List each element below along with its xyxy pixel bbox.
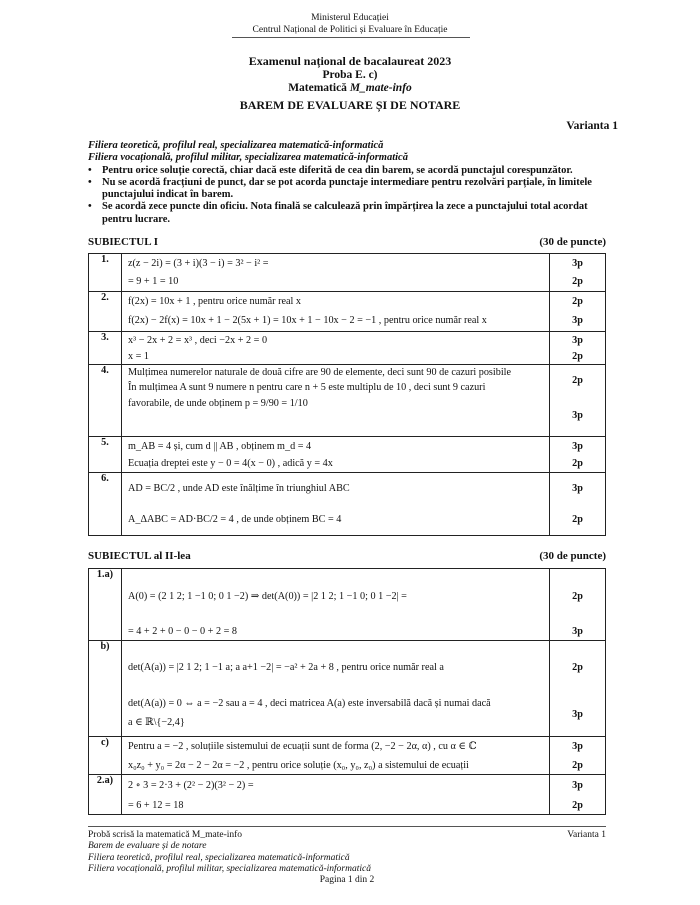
- item-number: 3.: [89, 332, 122, 365]
- answer-line: f(2x) = 10x + 1 , pentru orice număr real x: [128, 296, 302, 307]
- intro-bullet: • Pentru orice soluție corectă, chiar dacă este diferită de cea din barem, se acordă punctajul corespunzător.: [88, 164, 573, 176]
- item-number: b): [89, 641, 122, 737]
- item-number: 2.a): [89, 775, 122, 815]
- item-number: 1.a): [89, 569, 122, 641]
- subiect-1-heading: SUBIECTUL I (30 de puncte): [88, 236, 606, 248]
- points-value: 3p: [572, 315, 583, 326]
- points-value: 3p: [572, 335, 583, 346]
- subject-title: Matematică M_mate-info: [288, 82, 412, 94]
- answer-line: x³ − 2x + 2 = x³ , deci −2x + 2 = 0: [128, 335, 268, 346]
- ministry-name: Ministerul Educației: [311, 13, 389, 23]
- footer: [88, 830, 606, 886]
- footer-filiera-vocationala: Filiera vocațională, profilul militar, specializarea matematică-informatică: [88, 863, 371, 874]
- table-row: [89, 737, 606, 775]
- answer-line: x = 1: [128, 351, 150, 362]
- answer-line: = 4 + 2 + 0 − 0 − 0 + 2 = 8: [128, 626, 237, 637]
- intro-block: [88, 140, 618, 226]
- points-value: 2p: [572, 458, 583, 469]
- answer-line: a ∈ ℝ\{−2,4}: [128, 717, 185, 728]
- points-value: 2p: [572, 351, 583, 362]
- points-value: 3p: [572, 626, 583, 637]
- footer-varianta: Varianta 1: [567, 830, 606, 840]
- table-row: [89, 569, 606, 641]
- points-value: 3p: [572, 440, 583, 452]
- item-number: c): [89, 737, 122, 775]
- table-row: [89, 254, 606, 292]
- points-value: 3p: [572, 780, 583, 791]
- intro-bullet: • Nu se acordă fracțiuni de punct, dar se pot acorda punctaje intermediare pentru rezolvări parțiale, în limitele punctajului indicat în barem.: [88, 176, 592, 201]
- answer-line: m_AB = 4 și, cum d || AB , obținem m_d = 4: [128, 440, 312, 452]
- exam-title: Examenul național de bacalaureat 2023: [248, 54, 452, 68]
- points-value: 2p: [572, 799, 583, 811]
- table-row: [89, 473, 606, 536]
- answer-line: A_ΔABC = AD·BC/2 = 4 , de unde obținem BC = 4: [128, 514, 342, 525]
- answer-line: AD = BC/2 , unde AD este înălțime în triunghiul ABC: [128, 483, 350, 494]
- points-value: 2p: [572, 276, 583, 287]
- filiera-teoretica: Filiera teoretică, profilul real, specializarea matematică-informatică: [88, 140, 384, 151]
- item-number: 5.: [89, 437, 122, 473]
- subiect-2-table: [88, 568, 606, 815]
- subiect-2-heading: SUBIECTUL al II-lea (30 de puncte): [88, 550, 606, 562]
- answer-line: f(2x) − 2f(x) = 10x + 1 − 2(5x + 1) = 10x + 1 − 10x − 2 = −1 , pentru orice număr real x: [128, 315, 487, 326]
- points-value: 2p: [572, 296, 583, 307]
- answer-line: Mulțimea numerelor naturale de două cifre are 90 de elemente, deci sunt 90 de cazuri posibile: [128, 367, 512, 378]
- answer-line: 2 ∘ 3 = 2·3 + (2² − 2)(3² − 2) =: [128, 780, 254, 791]
- subiect-1-table: [88, 253, 606, 536]
- answer-line: det(A(a)) = 0 ⇔ a = −2 sau a = 4 , deci matricea A(a) este inversabilă dacă și numai dacă: [128, 698, 491, 709]
- footer-filiera-teoretica: Filiera teoretică, profilul real, specializarea matematică-informatică: [88, 852, 350, 863]
- filiera-vocationala: Filiera vocațională, profilul militar, specializarea matematică-informatică: [88, 152, 408, 164]
- center-name: Centrul Național de Politici și Evaluare în Educație: [252, 25, 448, 35]
- table-row: [89, 365, 606, 437]
- answer-line: = 9 + 1 = 10: [128, 276, 179, 287]
- answer-line: Ecuația dreptei este y − 0 = 4(x − 0) , adică y = 4x: [128, 458, 333, 469]
- points-value: 2p: [572, 374, 583, 386]
- table-row: [89, 332, 606, 365]
- intro-bullet: • Se acordă zece puncte din oficiu. Nota finală se calculează prin împărțirea la zece a punctajului total acordat pentru lucrare.: [88, 201, 588, 225]
- table-row: [89, 641, 606, 737]
- table-row: [89, 292, 606, 332]
- item-number: 6.: [89, 473, 122, 536]
- page-number: Pagina 1 din 2: [319, 875, 375, 886]
- answer-line: A(0) = (2 1 2; 1 −1 0; 0 1 −2) ⇒ det(A(0)) = |2 1 2; 1 −1 0; 0 1 −2| =: [128, 590, 407, 602]
- footer-barem: Barem de evaluare și de notare: [88, 841, 207, 852]
- answer-line: favorabile, de unde obținem p = 9/90 = 1/10: [128, 398, 308, 409]
- answer-line: = 6 + 12 = 18: [128, 799, 184, 811]
- footer-divider: [88, 826, 606, 827]
- points-value: 2p: [572, 661, 583, 673]
- points-value: 2p: [572, 514, 583, 525]
- varianta-label: Varianta 1: [566, 120, 618, 132]
- answer-line: În mulțimea A sunt 9 numere n pentru care n + 5 este multiplu de 10 , deci sunt 9 cazuri: [128, 382, 486, 393]
- points-value: 3p: [572, 741, 583, 752]
- points-value: 2p: [572, 759, 583, 771]
- item-number: 1.: [89, 254, 122, 292]
- points-value: 2p: [572, 590, 583, 602]
- table-row: [89, 775, 606, 815]
- barem-title: BAREM DE EVALUARE ȘI DE NOTARE: [239, 98, 461, 112]
- footer-proba: Probă scrisă la matematică M_mate-info: [88, 830, 243, 840]
- answer-line: x₀z₀ + y₀ = 2α − 2 − 2α = −2 , pentru orice soluție (x₀, y₀, z₀) a sistemului de ecuații: [128, 759, 469, 771]
- points-value: 3p: [572, 483, 583, 494]
- table-row: [89, 437, 606, 473]
- points-value: 3p: [572, 409, 583, 421]
- header-divider: [232, 37, 470, 38]
- item-number: 2.: [89, 292, 122, 332]
- answer-line: det(A(a)) = |2 1 2; 1 −1 a; a a+1 −2| = −a² + 2a + 8 , pentru orice număr real a: [128, 661, 444, 673]
- points-value: 3p: [572, 709, 583, 720]
- item-number: 4.: [89, 365, 122, 437]
- proba-title: Proba E. c): [322, 69, 378, 81]
- answer-line: z(z − 2i) = (3 + i)(3 − i) = 3² − i² =: [128, 258, 269, 269]
- answer-line: Pentru a = −2 , soluțiile sistemului de ecuații sunt de forma (2, −2 − 2α, α) , cu α ∈ ℂ: [128, 741, 477, 752]
- points-value: 3p: [572, 258, 583, 269]
